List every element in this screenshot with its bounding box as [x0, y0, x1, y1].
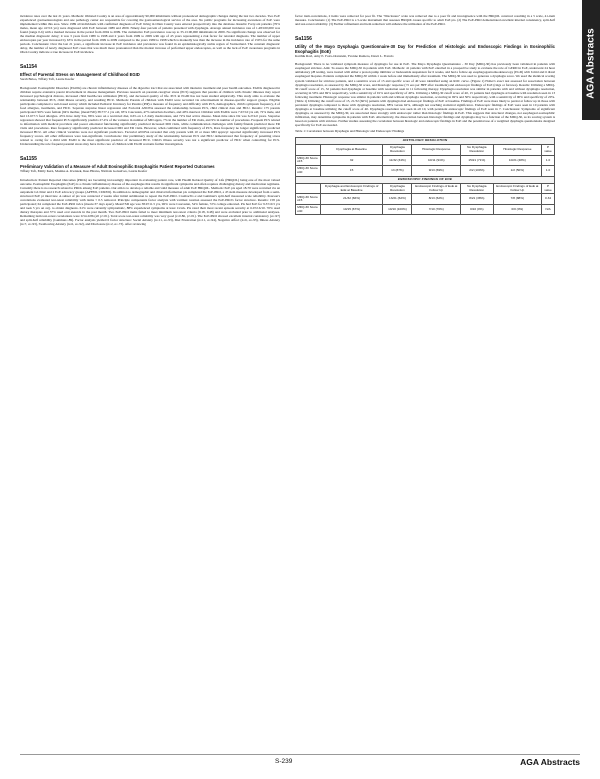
table-section-title: HISTOLOGIC RESOLUTION [296, 138, 555, 145]
abstract-title: Preliminary Validation of a Measure of Adult Eosinophilic Esophagitis Patient Reported Outcomes [20, 164, 215, 170]
table-column-header: No Dysphagia Resolution [461, 145, 494, 156]
table-column-header: No Dysphagia Resolution [461, 183, 494, 194]
table-column-header: P value [542, 183, 555, 194]
table-row-header: MDQ-30 Score ≥15 [296, 155, 321, 166]
abstract-number: Sa1156 [295, 36, 312, 43]
table-cell: N/A [542, 204, 555, 215]
results-table [295, 137, 555, 215]
abstract-body: Background: There is no validated symptom measure of dysphagia for use in EoE. The Mayo Dysphagia Questionnaire - 30 Day (MDQ-30) has previously been validated in patients with esophageal stricture. Aim: To assess the MDQ-30 in patients with EoE. Methods: 41 patients with EoE enrolled in a prospective study to evaluate the role of GERD in EoE, underwent 24 hour ambulatory pH testing, were treated with either a proton pump inhibitor or budesonide suspension for 6 weeks, and had a follow-up esophagogastroduodenoscopy (EGD) with 6 mid and 6 distal esophageal biopsies. Patients completed the MDQ-30 within 1 week before and immediately after treatment. The MDQ-30 was used to generate a dysphagia score. We used the identical scoring system validated for stricture patients, and a sensitive score of 15 and specific score of 40 were identified using an ROC curve. (Figure 1) Fisher's exact test assessed for association between dysphagia resolution, as assessed by the MDQ-30 score, and histologic response (<5 eos per HPF after treatment) and endoscopic findings of EoE (rings or furrows). Results: Utilizing a MDQ-30 cutoff score of 15, 32 patients had dysphagia at baseline with resolution seen in 11 following therapy. Dysphagia resolution was similar in patients with and without dysphagia resolution, occurring in 59% and 69% respectively, with a sensitivity of 91% and specificity of 49%. Utilizing a MDQ-30 cutoff score of 40, 15 patients had dysphagia at baseline with resolution seen in 13 following treatment. Histologic response was similar in patients with and without dysphagia resolution, occurring in 69% and 50% respectively, with a sensitivity of 90% and specificity of 20%. (Table 1) Utilizing the cutoff score of 15, 21/32 (66%) patients with dysphagia had endoscopic findings of EoE at baseline. Findings of EoE were more likely to persist at follow up in those with persistent dysphagia compared to those with dysphagia resolution, 88% versus 62%, although not reaching statistical significance. Endoscopic findings of EoE were seen in 10 patients with dysphagia at baseline utilizing the cutoff score of 40. Dysphagia resolution was seen in all 10, with persistent endoscopic findings of EoE seen in 7. Conclusions: Symptoms of significant dysphagia, as assessed by the MDQ-30, are associated more strongly with endoscopic rather than histologic findings in EoE. This suggests that structural changes, not esophageal eosinophilic infiltration, may determine symptoms in patients with EoE. Alternatively, the dissociation between histologic findings and dysphagia may be a function of the MDQ-30, as its scoring system is based on patients with stricture. Further studies assessing the correlation between histologic and endoscopic findings in EoE and the potential use of a weighted dysphagia questionnaire designed specifically for EoE are needed. [295, 62, 555, 128]
table-column-header: Dysphagia and Endoscopic Findings of EoE at Baseline [320, 183, 383, 194]
table-cell: 2/2 (100%) [461, 166, 494, 177]
table-cell: 10/10 (100%) [383, 204, 412, 215]
table-cell: 10/11 (91%) [412, 155, 461, 166]
table-row [296, 166, 555, 177]
table-section-histologic [296, 138, 555, 145]
table-cell: 15 [320, 166, 383, 177]
table-row-header: MDQ-30 Score ≥40 [296, 204, 321, 215]
right-column [295, 14, 555, 215]
abstract-number: Sa1155 [20, 156, 37, 163]
table-cell: 1/2 (50%) [493, 166, 542, 177]
table-column-header: Dysphagia at Baseline [320, 145, 383, 156]
abstract-sa1156 [295, 36, 555, 133]
table-cell: 8/13 (62%) [412, 194, 461, 205]
table-column-header: P value [542, 145, 555, 156]
table-header-row [296, 183, 555, 194]
table-cell: 0/0 (0%) [493, 204, 542, 215]
table-cell: 9/13 (69%) [412, 166, 461, 177]
table-column-header [296, 145, 321, 156]
table-column-header: Dysphagia Resolution [383, 183, 412, 194]
page-number: S-239 [275, 758, 293, 765]
table-cell: 32 [320, 155, 383, 166]
table-column-header: Endoscopic Findings of EoE at Follow Up [412, 183, 461, 194]
table-row-header: MDQ-30 Score ≥15 [296, 194, 321, 205]
table-caption: Table 1: Correlation between Dysphagia and Histologic and Endoscopic Findings [295, 129, 405, 134]
table-cell: 10/21 (48%) [493, 155, 542, 166]
table-cell: 21/32 (66%) [320, 194, 383, 205]
abstract-number: Sa1154 [20, 64, 37, 71]
abstract-authors: Karthik Ravi, Amy E. Foxx-Orenstein, Yvonne Romero, Dawn L. Francis [295, 54, 394, 59]
table-column-header: Endoscopic Findings of EoE at Follow Up [493, 183, 542, 194]
continued-abstract-text: incidence rates over the last 21 years. Methods: Olmsted County is an area of approximately 90,000 inhabitants without pronounced demographic changes during the last two decades. Two EoE experienced gastroenterologists and one pathology center are responsible for covering the gastroenterological service of the area. No public programs for increasing awareness of EoE were implemented within this area. Since 1989 all individuals with confirmed diagnosis of EoE living in Olten County were entered prospectively into the database. Results: Forty-six patients (76% males, mean age 41±16 yrs) were diagnosed with EoE between 1989 and 2009. Ninety-four percent of patients presented with dysphagia. Average annual incidence rate of 1.48/100,000 was found (range 0-6) with a marked increase in the period from 2004 to 2009. The cumulative EoE prevalence rose up to 35.1/100,000 inhabitants in 2009. No significant change was observed for the median diagnostic delay; it was 3 years from 1989 to 1998 and 2 years from 1999 to 2009 with age of 45 years representing a risk factor for retarded diagnosis. The number of upper endoscopies per year increased by 63% in the period from 1999 to 2009 compared to the years 1989 to 1998 which is markedly less than the increase in the incidence rate of 150% for the same periods. Conclusions: Over the last 21 years, a significant increase in EoE incidence and prevalence was found in an epidemiologically stable region of Switzerland. The constant diagnostic delay, the number of newly diagnosed EoE cases that was much more pronounced than the modest increase of performed upper endoscopies, as well as the lack of EoE awareness programs in Olten County indicate a true increase in EoE incidence. [20, 14, 280, 55]
table-column-header [296, 183, 321, 194]
abstract-authors: Sarah Baloo, Tiffany Taft, Laurie Keefer [20, 77, 75, 82]
table-column-header: Histologic Response [412, 145, 461, 156]
table-cell: 7/10 (70%) [412, 204, 461, 215]
table-section-title: ENDOSCOPIC FINDINGS OF EOE [296, 176, 555, 183]
abstract-title: Effect of Parental Stress on Management of Childhood EGID [20, 72, 140, 78]
left-column [20, 14, 280, 228]
table-column-header: Histologic Response [493, 145, 542, 156]
table-cell: 7/8 (88%) [493, 194, 542, 205]
table-cell: 0.34 [542, 194, 555, 205]
table-cell: 10/15 (67%) [320, 204, 383, 215]
table-row [296, 155, 555, 166]
table-row [296, 204, 555, 215]
table-cell: 1.0 [542, 166, 555, 177]
abstract-authors: Tiffany Taft, Emily Kern, Monika A. Kwiatek, Ikuo Hirano, Nirmala Gonsalves, Laurie Keefer [20, 169, 148, 174]
journal-name: AGA Abstracts [520, 757, 580, 767]
table-cell: 13/21 (62%) [383, 194, 412, 205]
table-cell: 0/10 (0%) [461, 204, 494, 215]
table-cell: 1.0 [542, 155, 555, 166]
sidebar-label: AGA Abstracts [585, 27, 597, 99]
abstract-sa1154 [20, 64, 280, 146]
table-row-header: MDQ-30 Score ≥40 [296, 166, 321, 177]
table-cell: 8/21 (38%) [461, 194, 494, 205]
table-column-header: Dysphagia Resolution [383, 145, 412, 156]
table-section-endoscopic [296, 176, 555, 183]
section-sidebar [582, 0, 600, 779]
table-cell: 13 (87%) [383, 166, 412, 177]
abstract-title: Utility of the Mayo Dysphagia Questionnaire-30 Day for Prediction of Histologic and Endoscopic Findings in Eosinophilic Esophagitis (EoE) [295, 44, 555, 55]
abstract-body: Background: Eosinophilic Disorders (EGIDs) are chronic inflammatory diseases of the digestive tract that are associated with intensive treatment and poor health outcomes. EGIDs diagnosed in children require extensive parent involvement in disease management. Previous research on parental-caregiver stress (PCS) suggests that parents of children with chronic illnesses may report increased psychological distress, increased child health-care utilization (HCU), and decreased quality of life. PCS in EGID has not been studied empirically. This study aims to evaluate the relationship between PCS, child illness severity, and resulting HCU. Methods: Parents of children with EGID were recruited via advertisement in disease-specific support groups. Eligible participants completed a web-based survey which included Pediatric Inventory for Parents (PIP) a measure of frequency and difficulty with PCS, demographics, child's symptom frequency, # of food allergies, treatments, and HCU. Separate stepwise linear regression and Factorial ANOVA assessed the relationship between PCS, child clinical data and HCU. Results: 175 parents participated: 96% were female (94% mother, (mean±SD) 38.7±7.1 yrs old, 93% Caucasian, 47% suburban dwellers, and 49% married. Children with EGIDs were 7.6±3.0 yrs old, 72% male, and had 13.6±7.5 food allergies. 45% have daily Sxs, 86% were on a restricted diet, 64% on 1-3 daily medications, and 72% had active disease. Mean time since Dx was 6.2±4.0 years. Stepwise regression showed that frequent PCS significantly predicts 27.4% of the variance in number of MD appts, 7% in the number of ER visits, and 9% in number of procedures. Frequent PCS related to information with medical providers and poorer emotional functioning significantly predicted increased MD visits, while communication challenges with family/friends predicted more ER visits and procedures. Rare frequency significantly predicted increased MD and ER visits. However, when combined with frequency of PCS, Rare frequency no longer significantly predicted increased HCU. All other clinical variables were not significant predictors. Factorial ANOVA revealed that only parents with 10 or more MD appts/yr reported significantly increased PCS frequency scores. All other differences were non-significant. Conclusions: Our preliminary study of the relationship between PCS and HCU demonstrated that frequency of parenting stress related to caring for a child with EGID is the most significant predictor of increased HCU. Child's illness severity was not a significant predictor of HCU when controlling for PCS. Understanding the role frequent parental stress may have in the care of children with EGID warrants further investigation. [20, 85, 280, 147]
table-header-row [296, 145, 555, 156]
abstract-body: Introduction: Patient Reported Outcomes (PROs) are becoming increasingly important in evaluating patient care, with Health Related Quality of Life (HRQOL) being one of the most valued outcome. Eosinophilic Esophagitis (EoE) is a chronic inflammatory disease of the esophagus that results in significant symptoms and often requires challenging dietary and medication regimens. Currently there is no research related to PROs among EoE patients. Our aim is to develop a reliable and valid measure of adult EoE HRQOL. Methods: EoE pts aged 18-70 were recruited via an outpatient GI clinic and 2 EoE advocacy groups (APFED, CURED). In addition to demographic and clinical information pts completed the EoE-PRO, a 47-item measure developed from a semi-structured EoE pt interview. A subset of pts was contacted 2 weeks after initial submission to repeat the EoE-PRO. Cronbach's α and Guttman's split-half measured scale reliability. Pearson's correlations evaluated test-retest reliability with items < 0.5 removed. Principle components factor analysis with varimax rotation assessed the EoE-PRO's factor structure. Results: 158 pts participated; 64 completed the EoE-PRO twice (mean=37 days apart). Mean±SD age was 38.9±11.5 yrs, 96% were Caucasian, 54% female, 72% college educated. Pts had EoE for 9.3±10.5 yrs and took 5 yrs on avg. to obtain diagnosis. 61% were currently symptomatic, 88% experienced symptoms at least 1x/wk. Pts rated their most recent episode severity at 6.0±2.6/10. 70% used dietary therapies and 37% used oral steroids in the past month. Two EoE-PRO items failed to meet minimum test-retest criteria (0.18, 0.48) and were excluded prior to additional analyses. Remaining item test-retest correlations were 0.54-0.86 (all p<.01). Total score test-retest reliability was very good (r=0.86, p<.01). The EoE-PRO showed excellent internal consistency (α=.97) and split-half reliability (Guttman=.89). Factor analysis yielded 6 factor structure: Social Anxiety (n=11, α=.93), Diet Frustration (n=11, α=.94), Negative Affect (n=6, α=.93), Illness Anxiety (n=7, α=.93), Swallowing Anxiety (n=6, α=.92), and Disclosure (n=2, α=.73). After reviewing [20, 177, 280, 227]
page-footer [20, 754, 580, 768]
continued-abstract-text: factor item-correlations, 2 items were removed for poor fit. The "Disclosure" scale was removed due to a poor fit and incongruence with the HRQOL construct resulting in a 5 scale, 41-item measure. Conclusions: (1) The EoE-PRO is a 5-scale instrument that assesses HRQOL issues specific to adult EoE pts. (2) The EoE-PRO demonstrated excellent internal consistency, split-half and test-retest reliability. (3) Further refinement and item reduction will enhance the utilization of the EoE-PRO. [295, 14, 555, 27]
table-cell: 15/21 (71%) [461, 155, 494, 166]
abstract-sa1155 [20, 156, 280, 226]
table-cell: 11/32 (34%) [383, 155, 412, 166]
table-row [296, 194, 555, 205]
